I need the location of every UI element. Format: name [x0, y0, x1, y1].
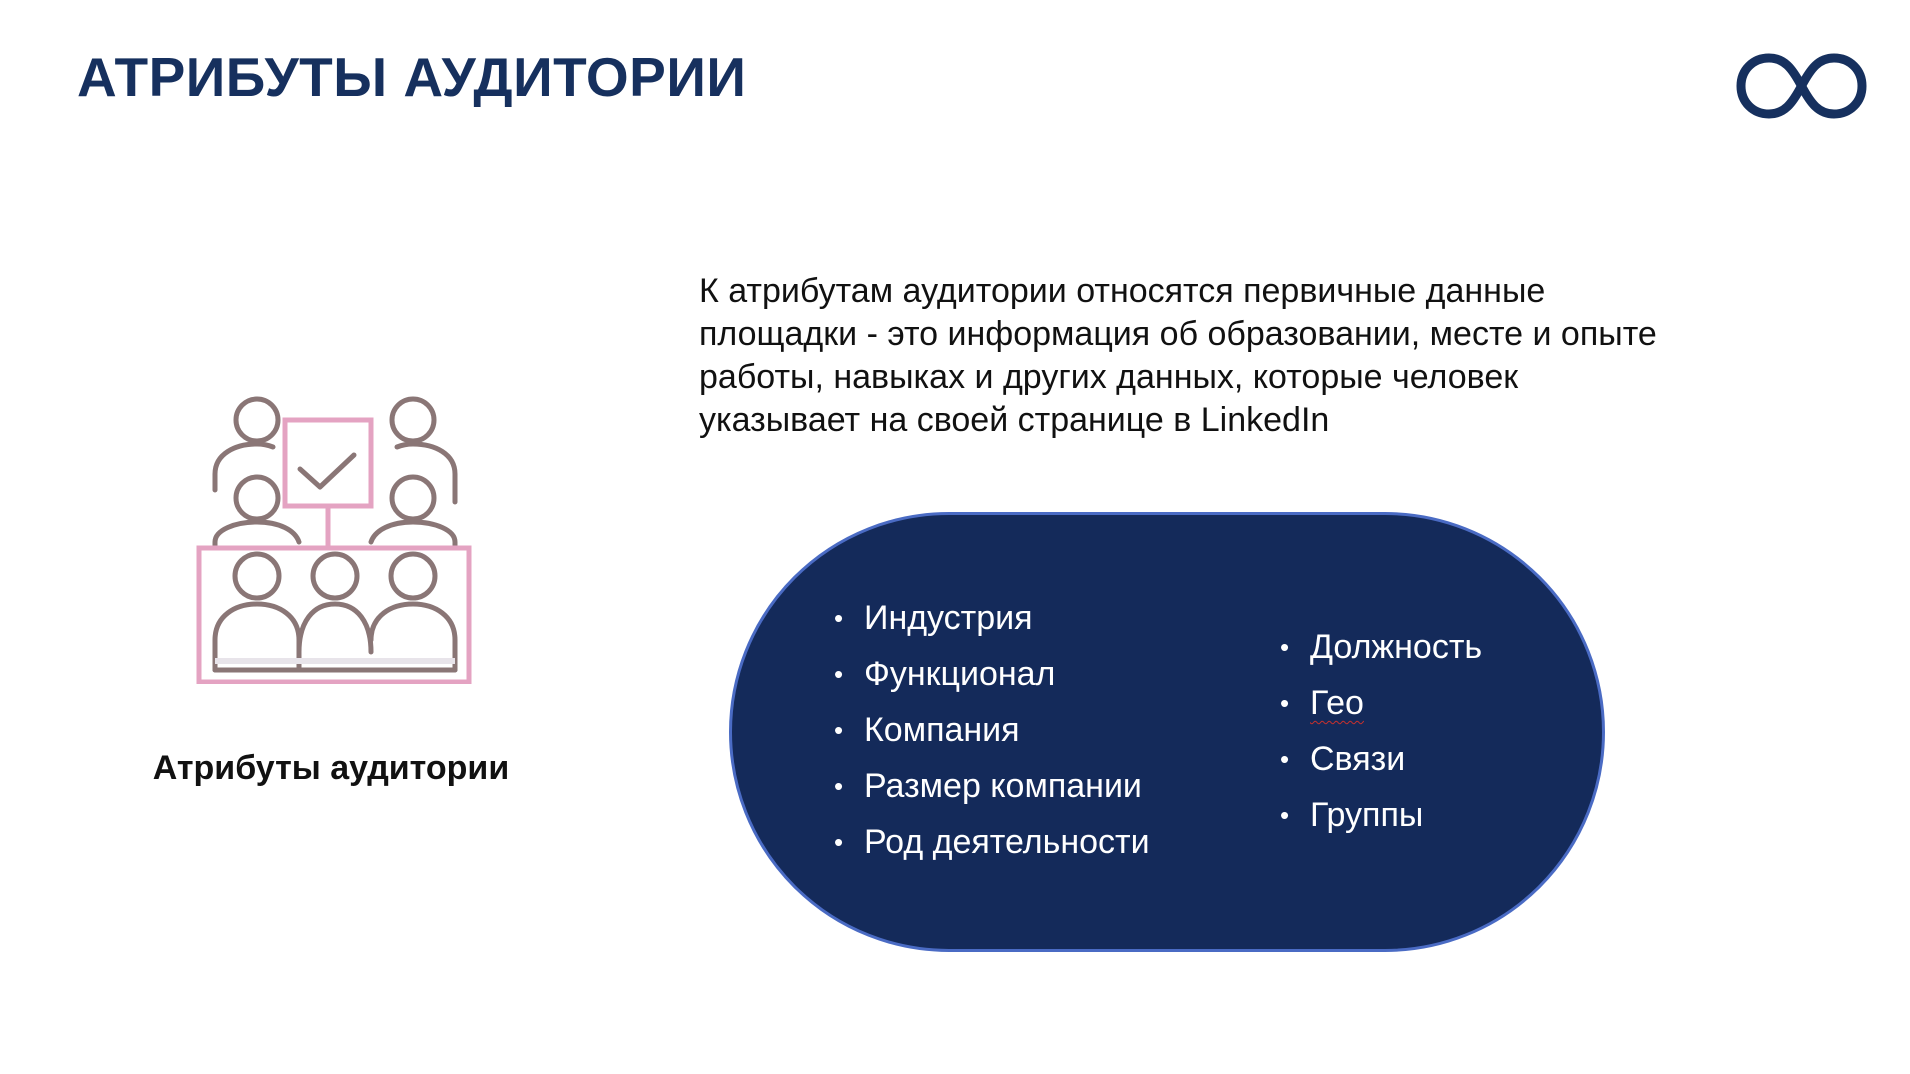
slide-title: АТРИБУТЫ АУДИТОРИИ [77, 46, 747, 108]
attribute-label: Связи [1310, 740, 1406, 778]
bullet-icon: • [1280, 688, 1290, 718]
attribute-label: Функционал [864, 655, 1056, 693]
bullet-icon: • [834, 827, 844, 857]
attribute-item [834, 758, 1150, 814]
attribute-label: Компания [864, 711, 1020, 749]
attribute-item [834, 590, 1150, 646]
attributes-list-left [834, 590, 1150, 870]
attribute-label: Индустрия [864, 599, 1033, 637]
bullet-icon: • [1280, 632, 1290, 662]
bullet-icon: • [834, 659, 844, 689]
attribute-label: Должность [1310, 628, 1483, 666]
description-line: площадки - это информация об образовании, месте и опыте [699, 315, 1657, 353]
attribute-item [1280, 675, 1482, 731]
infinity-logo-icon [1734, 50, 1869, 122]
illustration-caption: Атрибуты аудитории [152, 749, 510, 787]
attribute-item [1280, 731, 1482, 787]
attributes-list-right [1280, 619, 1482, 843]
description-line: К атрибутам аудитории относятся первичные данные [699, 272, 1546, 310]
attribute-item [834, 814, 1150, 870]
bullet-icon: • [834, 715, 844, 745]
attribute-item [834, 646, 1150, 702]
audience-vote-icon [190, 392, 476, 684]
attribute-label: Размер компании [864, 767, 1142, 805]
bullet-icon: • [1280, 800, 1290, 830]
attribute-label: Гео [1310, 684, 1364, 722]
description-line: указывает на своей странице в LinkedIn [699, 401, 1330, 439]
attribute-label: Группы [1310, 796, 1424, 834]
attribute-item [1280, 619, 1482, 675]
attribute-label: Род деятельности [864, 823, 1150, 861]
attribute-item [1280, 787, 1482, 843]
bullet-icon: • [1280, 744, 1290, 774]
bullet-icon: • [834, 603, 844, 633]
attribute-item [834, 702, 1150, 758]
description-line: работы, навыках и других данных, которые человек [699, 358, 1519, 396]
bullet-icon: • [834, 771, 844, 801]
description-paragraph [699, 270, 1759, 442]
